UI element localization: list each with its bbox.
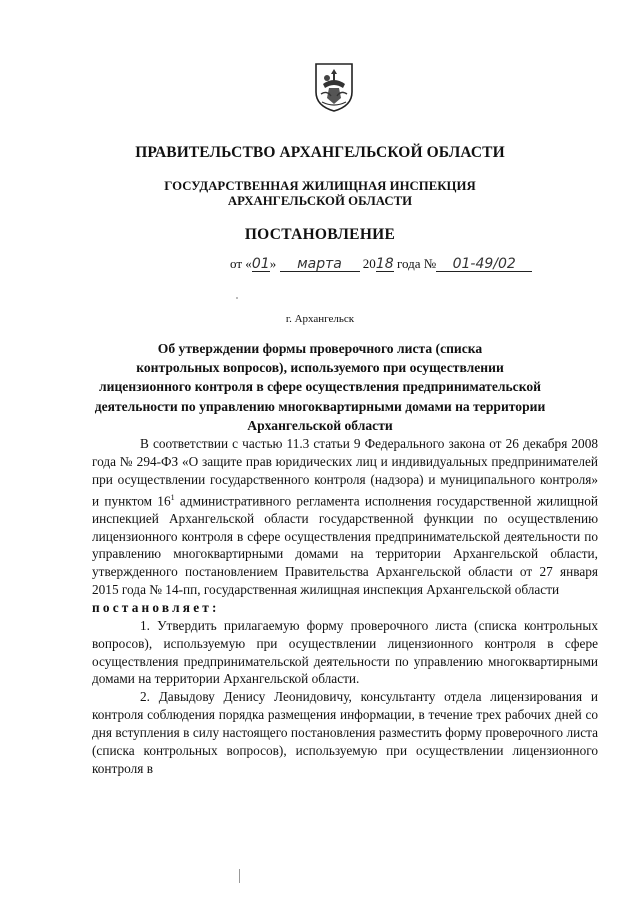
inspection-line-2: АРХАНГЕЛЬСКОЙ ОБЛАСТИ [227,194,413,208]
date-year-suffix: 18 [375,256,394,272]
date-year-prefix: 20 [362,256,376,271]
title-line: Об утверждении формы проверочного листа (списка [157,341,483,356]
date-year-word: года № [397,256,437,271]
page-mark [239,869,240,883]
preamble-superscript: 1 [170,492,175,502]
resolves-word: постановляет: [92,600,220,616]
date-number-line [230,256,532,272]
inspection-line-1: ГОСУДАРСТВЕННАЯ ЖИЛИЩНАЯ ИНСПЕКЦИЯ [164,179,476,193]
document-type: ПОСТАНОВЛЕНИЕ [244,226,396,243]
date-day: 01 [251,256,270,272]
title-line: контрольных вопросов), используемого при осуществлении [136,360,504,376]
coat-of-arms-icon [313,62,355,112]
scan-speck [236,297,238,299]
clause-1: 1. Утвердить прилагаемую форму проверочного листа (списка контрольных вопросов), используемую при осуществлении лицензионного контроля в сфере осуществления предпринимательской деятельности по управлению многоквартирными домами на территории Архангельской области. [92,617,598,687]
document-body [92,435,598,777]
preamble-paragraph [92,435,598,599]
title-line: Архангельской области [247,417,393,433]
inspection-heading [0,179,640,209]
date-month: марта [280,257,360,272]
preamble-text-2: административного регламента исполнения государственной жилищной инспекцией Архангельской области государственной функции по осуществлению лицензионного контроля в сфере осуществления предпринимательской деятельности по управлению многоквартирными домами на территории Архангельской области, утвержденного постановлением Правительства Архангельской области от 27 января 2015 года № 14-пп, государственная жилищная инспекция Архангельской области [92,492,599,598]
document-title [0,339,640,435]
title-line: деятельности по управлению многоквартирными домами на территории [94,398,546,414]
date-mid: » [269,256,277,271]
resolves-paragraph [92,599,598,617]
government-heading: ПРАВИТЕЛЬСТВО АРХАНГЕЛЬСКОЙ ОБЛАСТИ [135,144,505,161]
city: г. Архангельск [285,313,355,325]
date-prefix: от « [230,256,252,271]
clause-2: 2. Давыдову Денису Леонидовичу, консультанту отдела лицензирования и контроля соблюдения порядка размещения информации, в течение трех рабочих дней со дня вступления в силу настоящего постановления разместить форму проверочного листа (списка контрольных вопросов), используемую при осуществлении лицензионного контроля в [92,689,598,776]
title-line: лицензионного контроля в сфере осуществления предпринимательской [99,379,541,395]
preamble-text-1: В соответствии с частью 11.3 статьи 9 Федерального закона от 26 декабря 2008 года № 294-ФЗ «О защите прав юридических лиц и индивидуальных предпринимателей при осуществлении государственного контроля (надзора) и муниципального контроля» и пунктом 16 [92,436,598,508]
document-number: 01-49/02 [436,257,532,272]
